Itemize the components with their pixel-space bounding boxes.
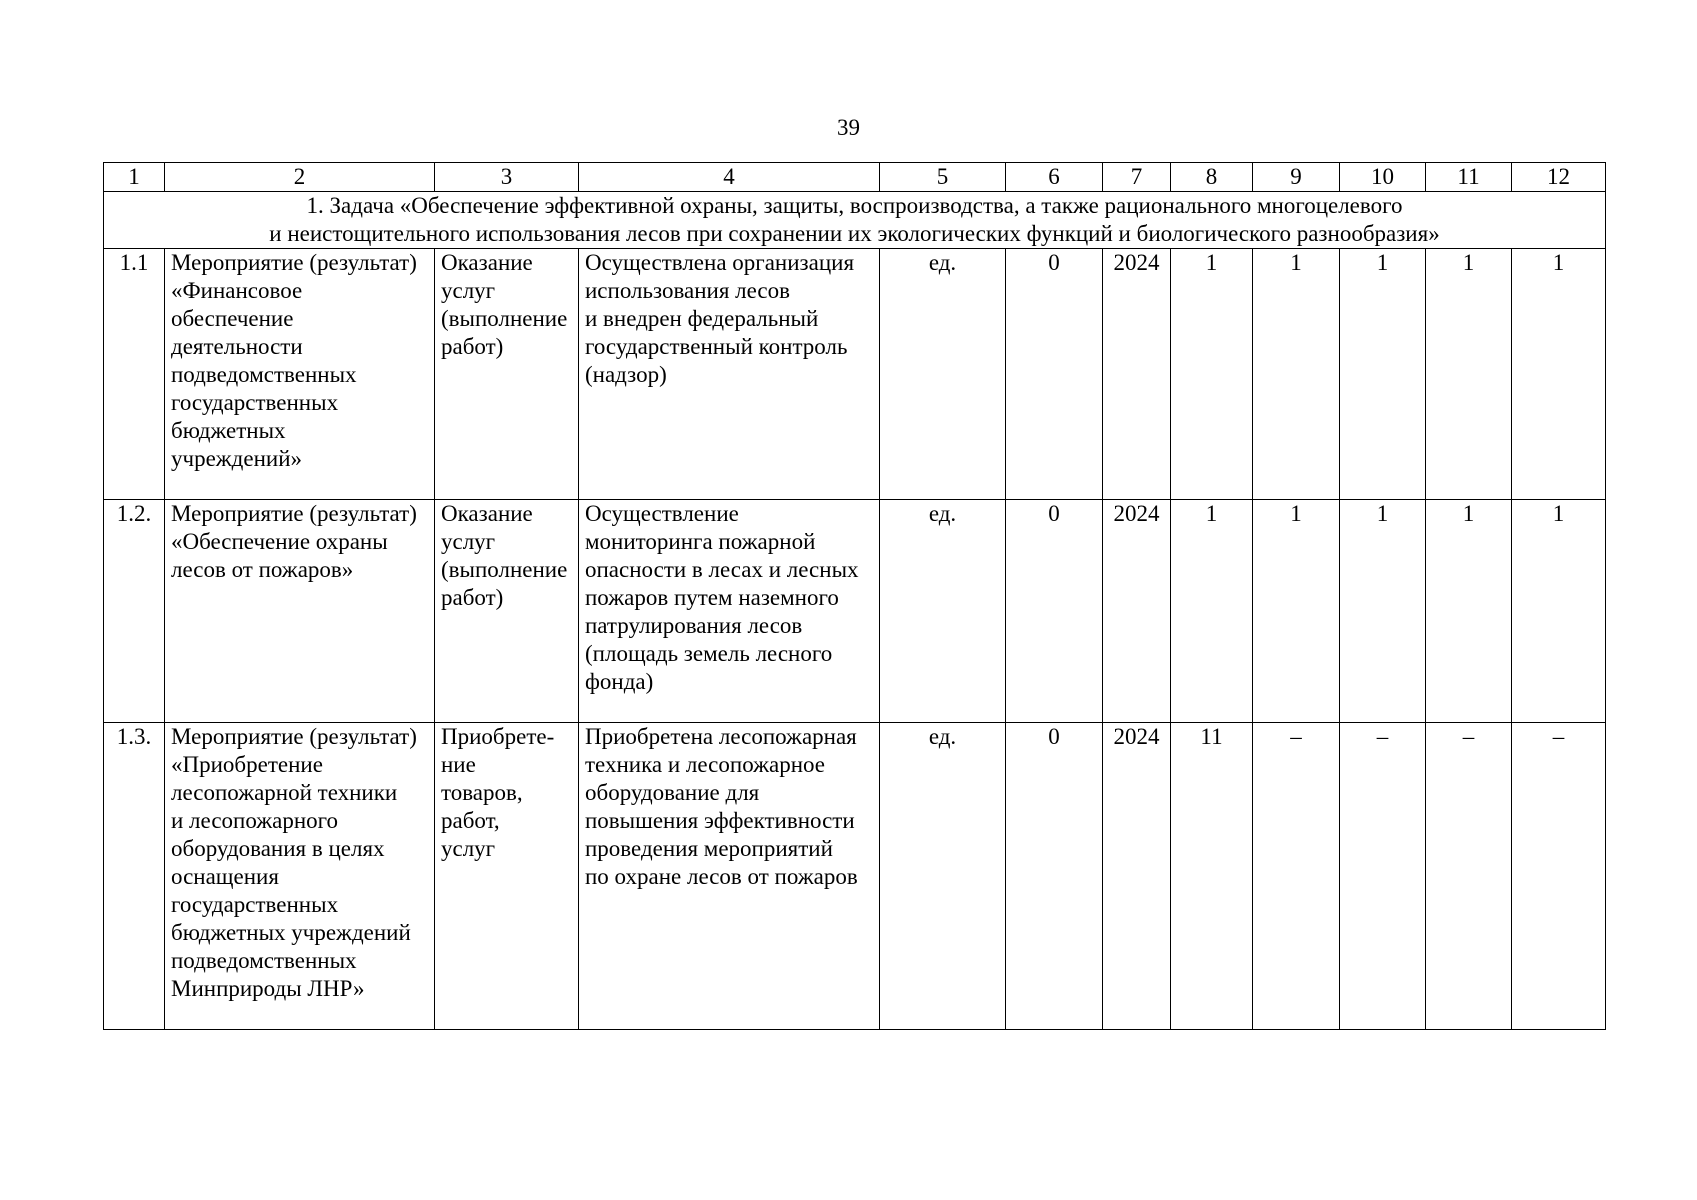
description-line: Приобретена лесопожарная bbox=[585, 724, 857, 749]
base-year-cell: 2024 bbox=[1103, 249, 1171, 500]
value-cell: 1 bbox=[1253, 249, 1340, 500]
event-line: Мероприятие (результат) bbox=[171, 724, 417, 749]
event-cell bbox=[165, 500, 435, 723]
event-line: Минприроды ЛНР» bbox=[171, 976, 365, 1001]
event-line: Мероприятие (результат) bbox=[171, 501, 417, 526]
description-line: Осуществление bbox=[585, 501, 739, 526]
value-cell: 1 bbox=[1340, 249, 1426, 500]
description-line: повышения эффективности bbox=[585, 808, 855, 833]
event-line: бюджетных учреждений bbox=[171, 920, 411, 945]
base-year-cell: 2024 bbox=[1103, 500, 1171, 723]
row-number: 1.1 bbox=[104, 249, 165, 500]
description-line: техника и лесопожарное bbox=[585, 752, 826, 777]
event-line: бюджетных bbox=[171, 418, 286, 443]
event-cell bbox=[165, 723, 435, 1030]
event-line: лесопожарной техники bbox=[171, 780, 398, 805]
column-number: 12 bbox=[1512, 163, 1606, 192]
task-row bbox=[104, 192, 1606, 249]
description-cell bbox=[579, 723, 880, 1030]
value-cell: 1 bbox=[1171, 249, 1253, 500]
column-number: 5 bbox=[880, 163, 1006, 192]
event-line: учреждений» bbox=[171, 446, 303, 471]
type-line: услуг bbox=[441, 529, 496, 554]
unit-cell: ед. bbox=[880, 249, 1006, 500]
description-line: проведения мероприятий bbox=[585, 836, 833, 861]
type-line: работ) bbox=[441, 334, 504, 359]
value-cell: – bbox=[1253, 723, 1340, 1030]
description-line: и внедрен федеральный bbox=[585, 306, 819, 331]
column-number-row bbox=[104, 163, 1606, 192]
value-cell: – bbox=[1426, 723, 1512, 1030]
description-line: оборудование для bbox=[585, 780, 760, 805]
unit-cell: ед. bbox=[880, 500, 1006, 723]
row-number: 1.3. bbox=[104, 723, 165, 1030]
column-number: 10 bbox=[1340, 163, 1426, 192]
description-cell bbox=[579, 500, 880, 723]
description-line: фонда) bbox=[585, 669, 654, 694]
event-line: оборудования в целях bbox=[171, 836, 385, 861]
type-line: Приобрете- bbox=[441, 724, 555, 749]
description-line: мониторинга пожарной bbox=[585, 529, 816, 554]
base-year-cell: 2024 bbox=[1103, 723, 1171, 1030]
event-line: деятельности bbox=[171, 334, 303, 359]
type-cell bbox=[435, 723, 579, 1030]
event-line: «Финансовое bbox=[171, 278, 303, 303]
event-cell bbox=[165, 249, 435, 500]
type-line: услуг bbox=[441, 278, 496, 303]
page-number: 39 bbox=[837, 115, 860, 140]
unit-cell: ед. bbox=[880, 723, 1006, 1030]
type-line: Оказание bbox=[441, 250, 533, 275]
task-heading-line: 1. Задача «Обеспечение эффективной охраны, защиты, воспроизводства, а также рационального многоцелевого bbox=[306, 193, 1403, 218]
type-line: ние bbox=[441, 752, 476, 777]
column-number: 2 bbox=[165, 163, 435, 192]
event-line: подведомственных bbox=[171, 948, 357, 973]
column-number: 3 bbox=[435, 163, 579, 192]
task-heading bbox=[104, 192, 1606, 249]
column-number: 8 bbox=[1171, 163, 1253, 192]
type-line: (выполнение bbox=[441, 306, 568, 331]
table-row bbox=[104, 500, 1606, 723]
type-cell bbox=[435, 500, 579, 723]
column-number: 9 bbox=[1253, 163, 1340, 192]
row-number: 1.2. bbox=[104, 500, 165, 723]
description-line: использования лесов bbox=[585, 278, 790, 303]
event-line: «Обеспечение охраны bbox=[171, 529, 388, 554]
event-line: государственных bbox=[171, 390, 339, 415]
type-line: услуг bbox=[441, 836, 496, 861]
value-cell: – bbox=[1340, 723, 1426, 1030]
description-line: Осуществлена организация bbox=[585, 250, 855, 275]
value-cell: 1 bbox=[1253, 500, 1340, 723]
event-line: «Приобретение bbox=[171, 752, 323, 777]
base-value-cell: 0 bbox=[1006, 723, 1103, 1030]
base-value-cell: 0 bbox=[1006, 249, 1103, 500]
event-line: подведомственных bbox=[171, 362, 357, 387]
measures-table bbox=[103, 162, 1606, 1030]
table-row bbox=[104, 249, 1606, 500]
type-line: Оказание bbox=[441, 501, 533, 526]
value-cell: 11 bbox=[1171, 723, 1253, 1030]
column-number: 6 bbox=[1006, 163, 1103, 192]
value-cell: 1 bbox=[1171, 500, 1253, 723]
base-value-cell: 0 bbox=[1006, 500, 1103, 723]
description-line: по охране лесов от пожаров bbox=[585, 864, 858, 889]
description-line: опасности в лесах и лесных bbox=[585, 557, 859, 582]
event-line: оснащения bbox=[171, 864, 279, 889]
event-line: обеспечение bbox=[171, 306, 294, 331]
value-cell: 1 bbox=[1512, 500, 1606, 723]
description-line: (площадь земель лесного bbox=[585, 641, 833, 666]
value-cell: – bbox=[1512, 723, 1606, 1030]
value-cell: 1 bbox=[1512, 249, 1606, 500]
event-line: лесов от пожаров» bbox=[171, 557, 354, 582]
value-cell: 1 bbox=[1426, 500, 1512, 723]
description-line: пожаров путем наземного bbox=[585, 585, 839, 610]
type-cell bbox=[435, 249, 579, 500]
column-number: 11 bbox=[1426, 163, 1512, 192]
description-line: государственный контроль bbox=[585, 334, 848, 359]
column-number: 1 bbox=[104, 163, 165, 192]
event-line: и лесопожарного bbox=[171, 808, 339, 833]
type-line: (выполнение bbox=[441, 557, 568, 582]
description-line: патрулирования лесов bbox=[585, 613, 803, 638]
column-number: 7 bbox=[1103, 163, 1171, 192]
type-line: работ, bbox=[441, 808, 500, 833]
type-line: товаров, bbox=[441, 780, 523, 805]
event-line: Мероприятие (результат) bbox=[171, 250, 417, 275]
event-line: государственных bbox=[171, 892, 339, 917]
value-cell: 1 bbox=[1340, 500, 1426, 723]
description-line: (надзор) bbox=[585, 362, 667, 387]
description-cell bbox=[579, 249, 880, 500]
table-row bbox=[104, 723, 1606, 1030]
column-number: 4 bbox=[579, 163, 880, 192]
type-line: работ) bbox=[441, 585, 504, 610]
value-cell: 1 bbox=[1426, 249, 1512, 500]
task-heading-line: и неистощительного использования лесов при сохранении их экологических функций и биологического разнообразия» bbox=[269, 221, 1440, 246]
